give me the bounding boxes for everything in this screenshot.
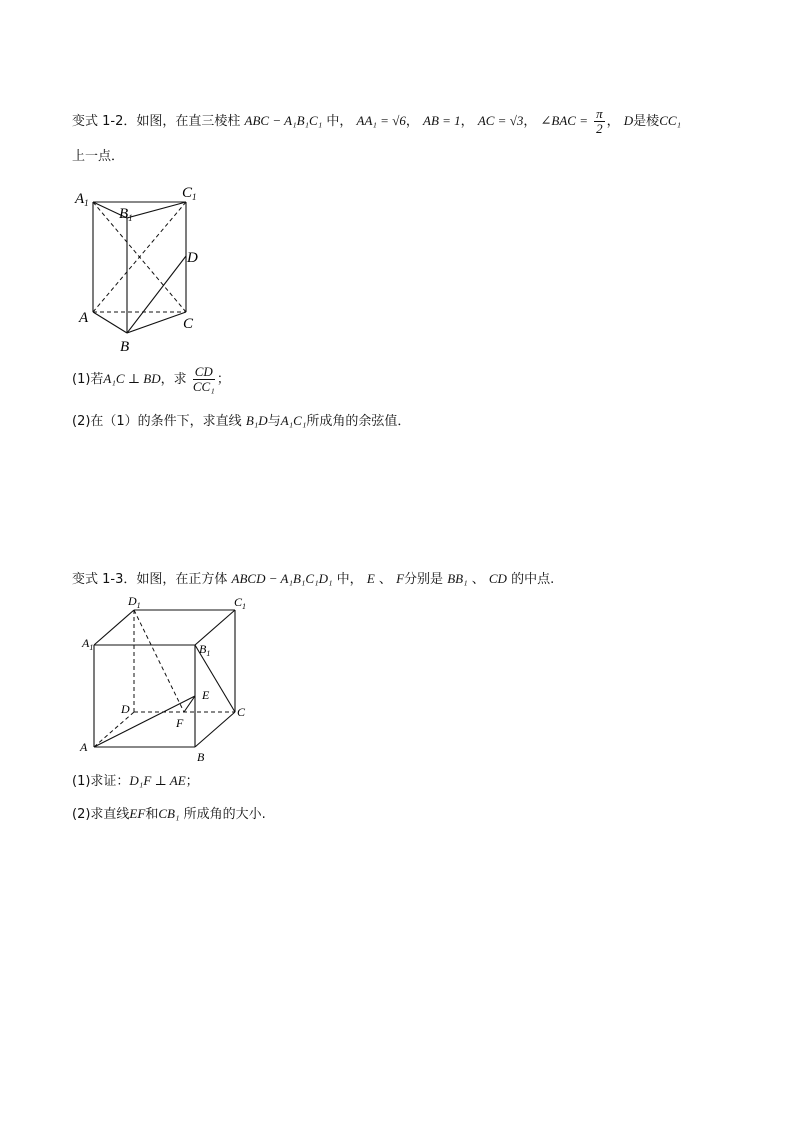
line-ef: EF <box>129 806 146 821</box>
label-b1: $B_1$ <box>199 642 211 658</box>
condition-ac: AC = √3 <box>477 113 524 128</box>
fraction-numerator: π <box>596 106 603 121</box>
label-c1: $C_1$ <box>182 185 197 202</box>
point-e: E <box>366 571 375 586</box>
problem2-question1 <box>72 770 199 789</box>
prism-figure <box>70 182 210 354</box>
q2-end: 所成角的余弦值． <box>306 414 411 429</box>
text: 如图，在直三棱柱 <box>136 114 241 129</box>
line-cb1: CB₁ <box>158 806 180 821</box>
label-f: F <box>176 716 184 730</box>
fraction-pi-over-2 <box>594 107 605 136</box>
text: 分别是 <box>404 572 444 587</box>
prism-name: ABC − A₁B₁C₁ <box>244 113 323 128</box>
text: 如图，在正方体 <box>136 572 228 587</box>
label-b1: $B_1$ <box>119 206 133 223</box>
problem1-question2 <box>72 410 410 429</box>
comma: ， <box>523 114 537 129</box>
cube-name: ABCD − A₁B₁C₁D₁ <box>231 571 333 586</box>
comma: ， <box>460 114 474 129</box>
separator: 、 <box>378 572 392 587</box>
edge-b1-c1 <box>195 610 235 645</box>
label-a: A <box>79 310 89 326</box>
fraction-denominator: CC₁ <box>192 379 215 394</box>
edge-b1-c1 <box>127 202 186 218</box>
line-a1c1: A₁C₁ <box>280 413 307 428</box>
condition-ab: AB = 1 <box>423 113 461 128</box>
label-c1: $C_1$ <box>234 595 247 611</box>
q2-end: 所成角的大小. <box>183 807 266 822</box>
problem1-line2: 上一点． <box>72 149 125 164</box>
q1-condition: D₁F ⊥ AE <box>129 773 186 788</box>
label-b: B <box>197 750 205 764</box>
q1-prefix: (1)求证： <box>72 774 130 789</box>
q2-prefix: (2)求直线 <box>72 807 130 822</box>
q1-end: ； <box>216 372 230 387</box>
text: 中， <box>326 114 353 129</box>
edge-a-b <box>93 312 127 333</box>
q2-and: 和 <box>145 807 159 822</box>
point-f: F <box>396 571 405 586</box>
problem1-label: 变式 1-2． <box>72 114 137 129</box>
line-b1d: B₁D <box>245 413 268 428</box>
fraction-denominator: 2 <box>596 121 603 136</box>
condition-aa1: AA₁ = √6 <box>356 113 406 128</box>
comma: ， <box>606 114 620 129</box>
text: 中， <box>336 572 363 587</box>
segment-bb1: BB₁ <box>447 571 468 586</box>
label-a: A <box>80 740 88 754</box>
label-d: D <box>121 702 130 716</box>
label-c: C <box>237 705 246 719</box>
q2-prefix: (2)在（1）的条件下，求直线 <box>72 414 242 429</box>
label-d1: $D_1$ <box>128 594 141 610</box>
text: 是棱 <box>633 114 660 129</box>
fraction-numerator: CD <box>194 364 213 379</box>
segment-cd: CD <box>488 571 507 586</box>
problem2-statement <box>72 568 554 587</box>
edge-b-c <box>195 712 235 747</box>
edge-cc1: CC₁ <box>659 113 682 128</box>
q1-ask: ，求 <box>160 372 187 387</box>
edge-a1-d1 <box>94 610 134 645</box>
condition-angle: ∠BAC = <box>540 113 588 128</box>
label-b: B <box>120 339 130 354</box>
segment-d1-f-hidden <box>134 610 184 712</box>
point-d: D <box>623 113 634 128</box>
label-e: E <box>202 688 210 702</box>
problem1-statement <box>72 107 681 136</box>
q1-prefix: (1)若 <box>72 372 104 387</box>
comma: ， <box>405 114 419 129</box>
fraction-cd-over-cc1 <box>193 365 215 394</box>
segment-b-d <box>127 256 186 333</box>
label-c: C <box>183 316 194 332</box>
label-d: D <box>187 250 198 266</box>
label-a1: $A_1$ <box>75 191 89 208</box>
label-a1: $A_1$ <box>82 636 94 652</box>
problem2-question2 <box>72 803 266 822</box>
q1-condition: A₁C ⊥ BD <box>103 371 161 386</box>
problem2-label: 变式 1-3． <box>72 572 137 587</box>
problem1-question1 <box>72 365 230 394</box>
cube-figure <box>78 590 254 766</box>
q1-end: ； <box>185 774 199 789</box>
separator: 、 <box>471 572 485 587</box>
text: 的中点. <box>511 572 555 587</box>
edge-b-c <box>127 312 186 333</box>
q2-and: 与 <box>267 414 281 429</box>
